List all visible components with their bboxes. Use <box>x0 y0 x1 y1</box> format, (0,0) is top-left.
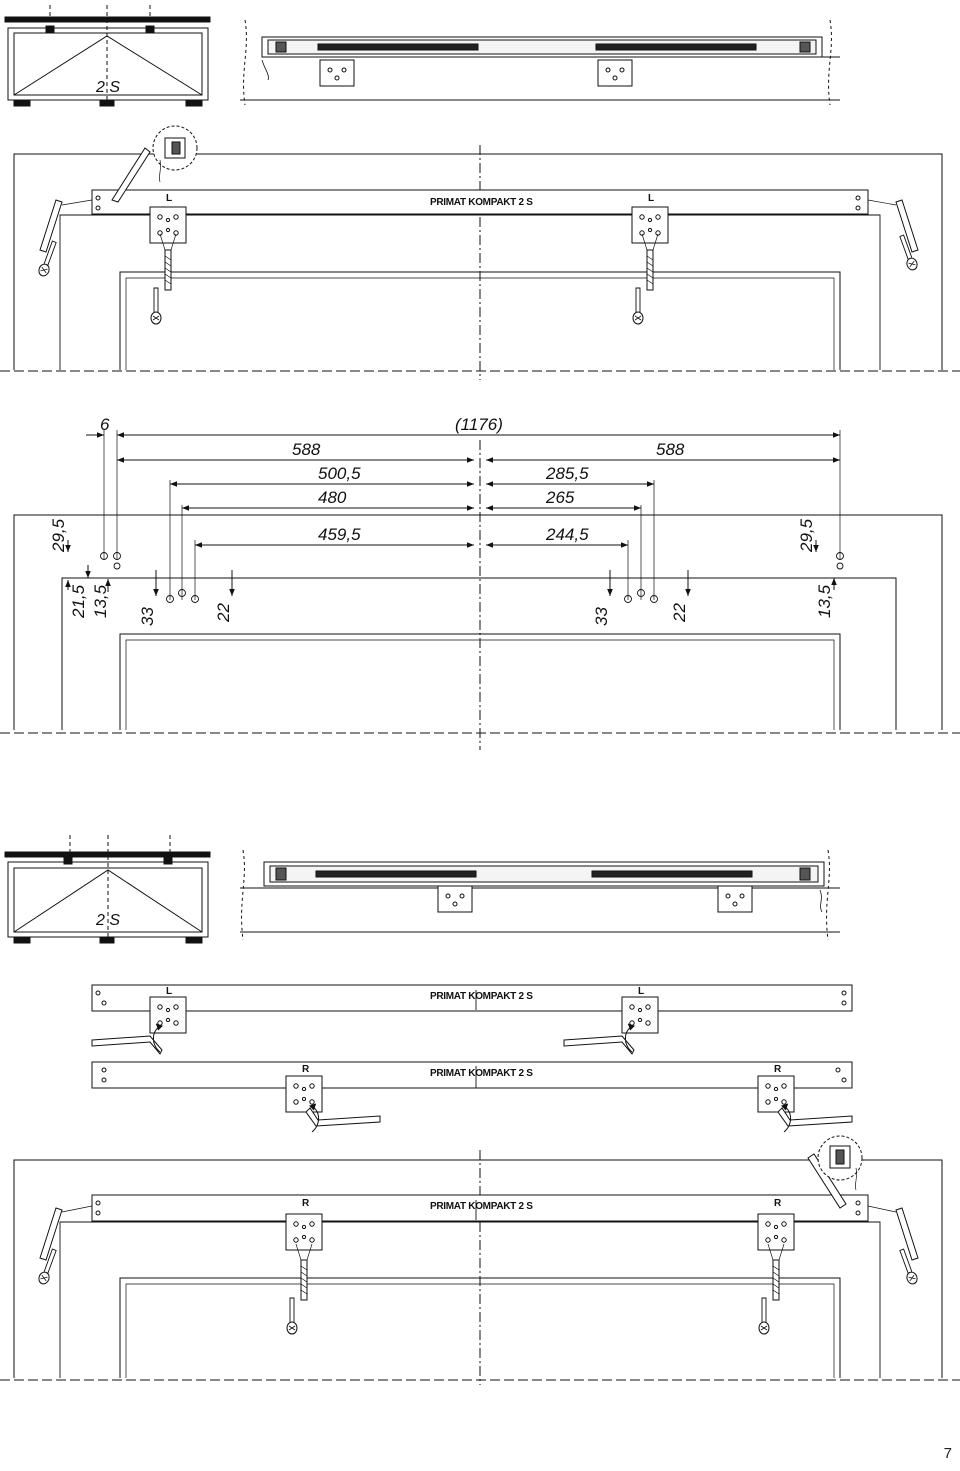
dimension-drawing <box>0 415 960 750</box>
dim-285: 285,5 <box>546 464 589 483</box>
dim-22-left: 22 <box>214 603 233 622</box>
dim-480: 480 <box>318 488 347 507</box>
label-right-4: R <box>774 1198 782 1209</box>
label-left-1: L <box>166 193 173 204</box>
product-title-lower: PRIMAT KOMPAKT 2 S <box>430 1201 533 1212</box>
door-overview-sketch-top <box>5 5 210 106</box>
product-title: PRIMAT KOMPAKT 2 S <box>430 197 533 208</box>
dim-29-left: 29,5 <box>49 518 68 552</box>
dim-13-left: 13,5 <box>91 584 110 618</box>
dim-459: 459,5 <box>318 525 361 544</box>
dim-21: 21,5 <box>69 584 88 618</box>
dim-500: 500,5 <box>318 464 361 483</box>
label-left-2: L <box>648 193 655 204</box>
dim-244: 244,5 <box>546 525 589 544</box>
dim-265: 265 <box>546 488 575 507</box>
frame-install-lower <box>0 1136 960 1385</box>
rail-left-version <box>92 985 852 1054</box>
dim-33-right: 33 <box>592 607 611 626</box>
screw-icon <box>151 288 161 324</box>
frame-install-upper <box>0 126 960 380</box>
type-label-2: 2 S <box>96 912 121 929</box>
dim-13-right: 13,5 <box>815 584 834 618</box>
rail-right-version <box>92 1062 852 1132</box>
page-number: 7 <box>943 1445 952 1462</box>
label-right-1: R <box>302 1064 310 1075</box>
label-left-3: L <box>166 986 173 997</box>
door-closer-icon <box>240 20 840 105</box>
dim-22-right: 22 <box>670 603 689 622</box>
label-right-2: R <box>774 1064 782 1075</box>
dim-29-right: 29,5 <box>797 518 816 552</box>
mounting-plate-icon <box>320 60 354 86</box>
label-right-3: R <box>302 1198 310 1209</box>
door-overview-sketch-bottom <box>5 835 840 943</box>
dim-half-right: 588 <box>656 440 685 459</box>
dim-edge-offset: 6 <box>100 415 110 434</box>
type-label: 2 S <box>96 79 121 96</box>
label-left-4: L <box>638 986 645 997</box>
product-title-rail-l: PRIMAT KOMPAKT 2 S <box>430 991 533 1002</box>
dim-33-left: 33 <box>138 607 157 626</box>
product-title-rail-r: PRIMAT KOMPAKT 2 S <box>430 1068 533 1079</box>
dim-half-left: 588 <box>292 440 321 459</box>
dim-total: (1176) <box>455 415 503 434</box>
